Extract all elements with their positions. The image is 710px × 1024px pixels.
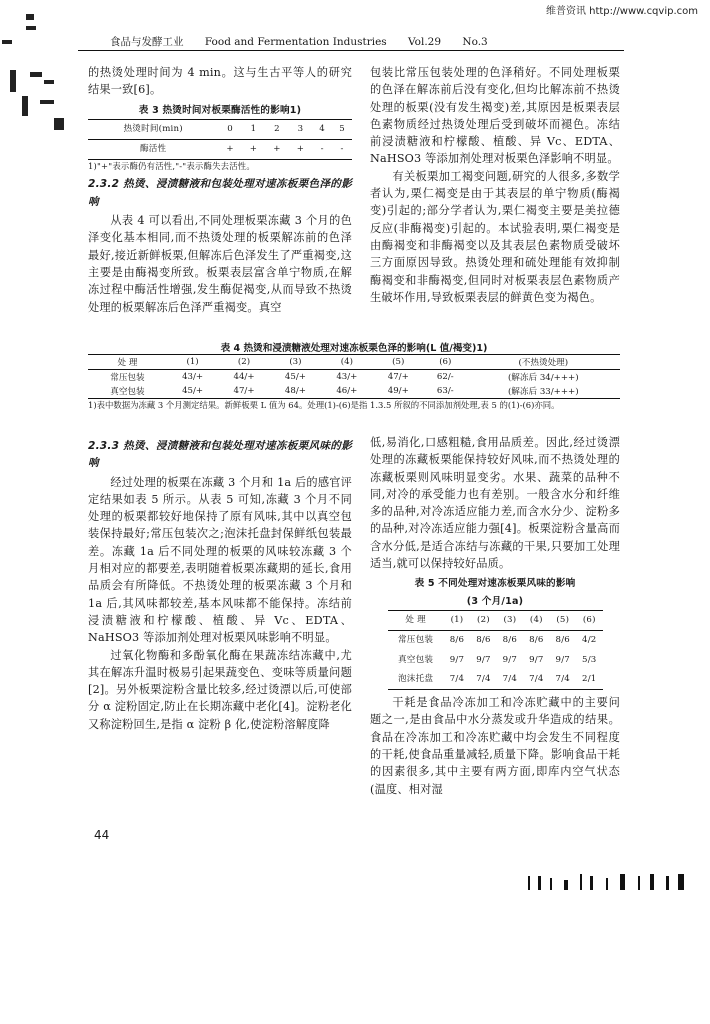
header-rule [78,50,624,51]
table-cell: 常压包装 [110,373,145,383]
paragraph: 干耗是食品冷冻加工和冷冻贮藏中的主要问题之一,是由食品中水分蒸发或升华造成的结果。食品在冷冻加工和冷冻贮藏中均会发生不同程度的干耗,使食品重量减轻,质量下降。影响食品干耗的因素很多,其中主要有两方面,即库内空气状态(温度、相对湿 [370,696,620,796]
table4-caption: 表 4 热烫和浸渍糖液处理对速冻板栗色泽的影响(L 值/褐变)1) [220,343,488,354]
watermark-text: 维普资讯 http://www.cqvip.com [545,6,698,17]
table-cell: 7/4 [470,670,496,690]
scan-barcode-artifact [520,872,690,892]
table-cell: - [332,140,352,160]
table-cell: 酶活性 [88,140,218,160]
section-heading: 2.3.3 热烫、浸渍糖液和包装处理对速冻板栗风味的影响 [88,440,352,470]
table3-caption: 表 3 热烫时间对板栗酶活性的影响1) [138,104,302,116]
table-cell: 43/+ [182,372,204,382]
table-cell: 7/4 [550,670,576,690]
table-cell: + [289,140,312,160]
table-row [388,651,603,670]
right-column-top [370,64,620,306]
table5-subcaption: (3 个月/1a) [466,595,524,607]
page-number: 44 [94,828,110,842]
table-cell: 49/+ [373,384,424,399]
table-row [88,370,620,385]
table-cell: 62/- [436,372,454,382]
table-header: (3) [270,355,321,370]
table-cell: 47/+ [218,384,269,399]
table-header: 4 [312,119,332,139]
table-cell: 7/4 [444,670,470,690]
journal-number: No.3 [462,36,488,48]
table-cell: 8/6 [502,635,518,646]
table-cell: 泡沫托盘 [388,670,444,690]
table-cell: + [218,140,241,160]
table-header: (4) [523,610,549,630]
table-header: 5 [332,119,352,139]
table-header: 2 [265,119,288,139]
table3 [88,119,352,161]
table-row [388,670,603,690]
paragraph: 从表 4 可以看出,不同处理板栗冻藏 3 个月的色泽变化基本相同,而不热烫处理的板栗解冻前的色泽最好,接近新鲜板栗,但解冻后色泽发生了严重褐变,这主要是由酶褐变所致。板栗表层富含单宁物质,在解冻过程中酶活性增强,发生酶促褐变,从而导致不热烫处理的板栗解冻后色泽严重褐变。真空 [88,214,352,314]
table-cell: 63/- [424,384,467,399]
running-header [110,34,610,49]
right-column-bottom [370,434,620,798]
table4-note: 1)表中数据为冻藏 3 个月测定结果。新鲜板栗 L 值为 64。处理(1)-(6)是指 1.3.5 所叙的不同添加剂处理,表 5 的(1)-(6)亦同。 [88,400,560,410]
table-cell: 7/4 [523,670,549,690]
table-header: (3) [497,610,523,630]
table-header: (2) [218,355,269,370]
table-cell: 9/7 [555,654,570,665]
table-cell: 8/6 [476,635,491,646]
left-column-top [88,64,352,316]
paragraph: 包装比常压包装处理的色泽稍好。不同处理板栗的色泽在解冻前后没有变化,但均比解冻前不热烫处理的板栗(没有发生褐变)差,其原因是板栗表层色素物质经过热烫处理后受到破坏而褪色。冻结前浸渍糖液和柠檬酸、植酸、异 Vc、EDTA、NaHSO3 等添加剂处理对板栗色泽影响不明显。 [370,66,620,166]
table-cell: 46/+ [321,384,372,399]
table-row [388,631,603,651]
table-header: (不热烫处理) [467,355,620,370]
table4-block [88,340,620,411]
table-header: (6) [576,610,603,630]
table-header: (1) [444,610,470,630]
table-cell: 43/+ [336,372,358,382]
table-cell: 9/7 [476,654,491,665]
table-cell: 7/4 [497,670,523,690]
table4 [88,354,620,399]
left-column-bottom [88,434,352,733]
table-cell: 常压包装 [398,635,434,646]
table-cell: 9/7 [449,654,465,665]
scan-artifact [0,0,72,150]
table-row [88,384,620,399]
table-cell: 9/7 [502,654,518,665]
table-header: 3 [289,119,312,139]
table-header: (4) [321,355,372,370]
paragraph: 的热烫处理时间为 4 min。这与生古平等人的研究结果一致[6]。 [88,66,352,97]
table-cell: 8/6 [449,635,465,646]
table-header: 热烫时间(min) [88,119,218,139]
paragraph: 过氧化物酶和多酚氧化酶在果蔬冻结冻藏中,尤其在解冻升温时极易引起果蔬变色、变味等质量问题[2]。另外板栗淀粉含量比较多,经过烫漂以后,可使部分 α 淀粉固定,防止在长期冻藏中老化[4]。淀粉老化又称淀粉回生,是指 α 淀粉 β 化,使淀粉溶解度降 [88,648,352,731]
table-cell: 4/2 [582,635,597,646]
table3-note: 1)"+"表示酶仍有活性,"-"表示酶失去活性。 [88,161,255,172]
table-header: (6) [424,355,467,370]
table5 [388,610,603,690]
table-header: 处 理 [88,355,167,370]
table-header: (5) [550,610,576,630]
table-cell: (解冻后 33/+++) [467,384,620,399]
table-header: (5) [373,355,424,370]
table-cell: 8/6 [555,635,570,646]
table-cell: 真空包装 [88,384,167,399]
table-header: 处 理 [388,610,444,630]
table-cell: 44/+ [233,372,255,382]
table-row [88,140,352,160]
table-cell: 45/+ [284,372,306,382]
table-cell: 8/6 [529,635,544,646]
table-cell: 9/7 [529,654,544,665]
table-cell: 45/+ [167,384,218,399]
table-cell: 47/+ [387,372,409,382]
table-cell: + [242,140,265,160]
table-header: (2) [470,610,496,630]
table-cell: + [265,140,288,160]
paragraph: 有关板栗加工褐变问题,研究的人很多,多数学者认为,栗仁褐变是由于其表层的单宁物质(酶褐变)引起的;部分学者认为,栗仁褐变主要是美拉德反应(非酶褐变)引起的。本试验表明,栗仁褐变是由酶褐变和非酶褐变以及其表层色素物质受破坏三方面原因导致。热烫处理和硫处理能有效抑制酶褐变和非酶褐变,但同时对板栗表层色素物质产生破坏作用,导致板栗表层的鲜黄色变为褐色。 [370,169,620,304]
table-header: 1 [242,119,265,139]
paragraph: 经过处理的板栗在冻藏 3 个月和 1a 后的感官评定结果如表 5 所示。从表 5 可知,冻藏 3 个月不同处理的板栗都较好地保持了原有风味,其中以真空包装保持最好;常压包装次之;泡沫托盘封保鲜纸包装最差。冻藏 1a 后不同处理的板栗的风味较冻藏 3 个月相对应的都要差,表明随着板栗冻藏期的延长,食用品质会有所降低。不热烫处理的板栗冻藏 3 个月和 1a 后,其风味都较差,基本风味都不能保持。冻结前浸渍糖液和柠檬酸、植酸、异 Vc、EDTA、NaHSO3 等添加剂处理对板栗风味影响不明显。 [88,475,352,645]
table-cell: 5/3 [582,654,597,665]
table-cell: 真空包装 [398,654,434,665]
table-cell: 2/1 [576,670,603,690]
table-header: (1) [167,355,218,370]
table-cell: (解冻后 34/+++) [507,373,579,383]
journal-title-en: Food and Fermentation Industries [204,36,387,48]
table-cell: - [312,140,332,160]
journal-volume: Vol.29 [408,36,442,48]
table5-caption: 表 5 不同处理对速冻板栗风味的影响 [414,578,576,590]
section-heading: 2.3.2 热烫、浸渍糖液和包装处理对速冻板栗色泽的影响 [88,178,352,208]
table-cell: 48/+ [270,384,321,399]
journal-title-cn: 食品与发酵工业 [110,36,184,48]
table-header: 0 [218,119,241,139]
paragraph: 低,易消化,口感粗糙,食用品质差。因此,经过烫漂处理的冻藏板栗能保持较好风味,而不热烫处理的冻藏板栗则风味明显变劣。水果、蔬菜的品种不同,对冷的承受能力也有差别。一般含水分和纤维多的品种,对冷冻适应能力差,而含水分少、淀粉多的品种,对冷冻适应能力强[4]。板栗淀粉含量高而含水分低,是适合冻结与冻藏的干果,只要加工处理适当,就可以保持较好品质。 [370,436,620,571]
